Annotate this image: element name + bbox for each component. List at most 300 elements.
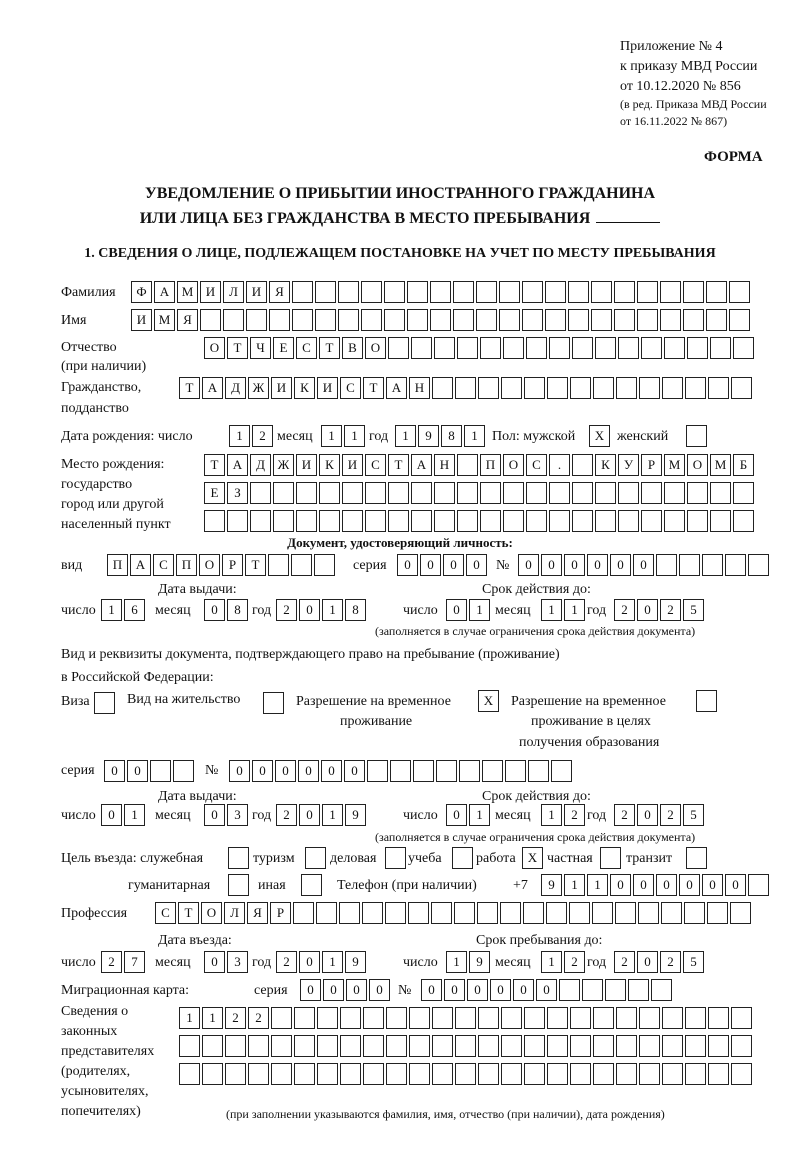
char-cell[interactable] bbox=[547, 377, 568, 399]
char-cell[interactable]: X bbox=[478, 690, 499, 712]
char-cell[interactable] bbox=[250, 510, 271, 532]
char-cell[interactable]: М bbox=[710, 454, 731, 476]
char-cell[interactable]: 6 bbox=[124, 599, 145, 621]
char-cell[interactable] bbox=[706, 309, 727, 331]
entry-day[interactable] bbox=[101, 951, 147, 973]
char-cell[interactable]: Д bbox=[225, 377, 246, 399]
char-cell[interactable]: Л bbox=[223, 281, 244, 303]
char-cell[interactable]: 0 bbox=[490, 979, 511, 1001]
char-cell[interactable]: 2 bbox=[564, 951, 585, 973]
char-cell[interactable] bbox=[411, 482, 432, 504]
char-cell[interactable]: 0 bbox=[299, 599, 320, 621]
purpose-humanitarian-checkbox[interactable] bbox=[228, 874, 251, 896]
char-cell[interactable] bbox=[411, 337, 432, 359]
char-cell[interactable]: А bbox=[411, 454, 432, 476]
char-cell[interactable]: М bbox=[177, 281, 198, 303]
char-cell[interactable]: 2 bbox=[101, 951, 122, 973]
char-cell[interactable] bbox=[503, 482, 524, 504]
char-cell[interactable] bbox=[570, 377, 591, 399]
char-cell[interactable]: 5 bbox=[683, 804, 704, 826]
char-cell[interactable]: 1 bbox=[395, 425, 416, 447]
char-cell[interactable] bbox=[409, 1063, 430, 1085]
id-issue-day[interactable] bbox=[101, 599, 147, 621]
char-cell[interactable]: 9 bbox=[541, 874, 562, 896]
char-cell[interactable]: 2 bbox=[660, 599, 681, 621]
char-cell[interactable] bbox=[316, 902, 337, 924]
char-cell[interactable] bbox=[651, 979, 672, 1001]
reps-field-3[interactable] bbox=[179, 1063, 754, 1085]
char-cell[interactable] bbox=[618, 482, 639, 504]
char-cell[interactable] bbox=[319, 482, 340, 504]
char-cell[interactable] bbox=[500, 902, 521, 924]
char-cell[interactable] bbox=[687, 337, 708, 359]
phone-field[interactable] bbox=[541, 874, 771, 896]
char-cell[interactable]: 1 bbox=[541, 804, 562, 826]
char-cell[interactable]: 1 bbox=[321, 425, 342, 447]
char-cell[interactable]: 0 bbox=[633, 874, 654, 896]
char-cell[interactable]: 0 bbox=[444, 979, 465, 1001]
char-cell[interactable] bbox=[362, 902, 383, 924]
char-cell[interactable]: Т bbox=[388, 454, 409, 476]
char-cell[interactable] bbox=[570, 1035, 591, 1057]
char-cell[interactable]: С bbox=[365, 454, 386, 476]
char-cell[interactable]: 0 bbox=[587, 554, 608, 576]
char-cell[interactable] bbox=[296, 482, 317, 504]
char-cell[interactable]: 0 bbox=[229, 760, 250, 782]
char-cell[interactable] bbox=[407, 309, 428, 331]
char-cell[interactable] bbox=[592, 902, 613, 924]
char-cell[interactable]: 0 bbox=[204, 951, 225, 973]
char-cell[interactable]: 1 bbox=[322, 951, 343, 973]
char-cell[interactable] bbox=[549, 482, 570, 504]
char-cell[interactable] bbox=[505, 760, 526, 782]
char-cell[interactable]: 0 bbox=[610, 874, 631, 896]
char-cell[interactable]: 0 bbox=[300, 979, 321, 1001]
char-cell[interactable] bbox=[407, 281, 428, 303]
id-issue-year[interactable] bbox=[276, 599, 368, 621]
char-cell[interactable]: Н bbox=[434, 454, 455, 476]
char-cell[interactable] bbox=[661, 902, 682, 924]
char-cell[interactable] bbox=[731, 1007, 752, 1029]
char-cell[interactable] bbox=[549, 510, 570, 532]
stay-issue-year[interactable] bbox=[276, 804, 368, 826]
char-cell[interactable] bbox=[729, 309, 750, 331]
char-cell[interactable] bbox=[294, 1007, 315, 1029]
char-cell[interactable] bbox=[476, 281, 497, 303]
char-cell[interactable] bbox=[523, 902, 544, 924]
char-cell[interactable] bbox=[685, 1007, 706, 1029]
char-cell[interactable] bbox=[547, 1063, 568, 1085]
char-cell[interactable]: Ф bbox=[131, 281, 152, 303]
char-cell[interactable]: П bbox=[176, 554, 197, 576]
edu-residence-checkbox[interactable] bbox=[696, 690, 719, 712]
char-cell[interactable] bbox=[638, 902, 659, 924]
char-cell[interactable] bbox=[660, 309, 681, 331]
purpose-tourism-checkbox[interactable] bbox=[305, 847, 328, 869]
char-cell[interactable] bbox=[434, 337, 455, 359]
char-cell[interactable] bbox=[305, 847, 326, 869]
char-cell[interactable] bbox=[452, 847, 473, 869]
char-cell[interactable]: . bbox=[549, 454, 570, 476]
char-cell[interactable]: 1 bbox=[229, 425, 250, 447]
char-cell[interactable] bbox=[551, 760, 572, 782]
char-cell[interactable] bbox=[294, 1063, 315, 1085]
char-cell[interactable]: 0 bbox=[397, 554, 418, 576]
char-cell[interactable] bbox=[687, 482, 708, 504]
char-cell[interactable] bbox=[340, 1007, 361, 1029]
char-cell[interactable] bbox=[499, 281, 520, 303]
char-cell[interactable]: А bbox=[202, 377, 223, 399]
birth-year-field[interactable] bbox=[395, 425, 487, 447]
char-cell[interactable]: 1 bbox=[322, 804, 343, 826]
char-cell[interactable]: 2 bbox=[276, 599, 297, 621]
purpose-work-checkbox[interactable] bbox=[522, 847, 545, 869]
stay-valid-month[interactable] bbox=[541, 804, 587, 826]
char-cell[interactable] bbox=[600, 847, 621, 869]
char-cell[interactable]: 0 bbox=[344, 760, 365, 782]
char-cell[interactable] bbox=[94, 692, 115, 714]
stay-until-year[interactable] bbox=[614, 951, 706, 973]
id-issue-month[interactable] bbox=[204, 599, 250, 621]
char-cell[interactable] bbox=[664, 482, 685, 504]
char-cell[interactable]: Н bbox=[409, 377, 430, 399]
char-cell[interactable]: Б bbox=[733, 454, 754, 476]
char-cell[interactable] bbox=[273, 510, 294, 532]
char-cell[interactable] bbox=[384, 281, 405, 303]
char-cell[interactable] bbox=[593, 377, 614, 399]
char-cell[interactable] bbox=[706, 281, 727, 303]
char-cell[interactable]: 1 bbox=[179, 1007, 200, 1029]
char-cell[interactable]: 0 bbox=[204, 804, 225, 826]
char-cell[interactable] bbox=[662, 1035, 683, 1057]
char-cell[interactable]: 0 bbox=[421, 979, 442, 1001]
char-cell[interactable] bbox=[409, 1035, 430, 1057]
char-cell[interactable]: Т bbox=[204, 454, 225, 476]
char-cell[interactable] bbox=[150, 760, 171, 782]
char-cell[interactable] bbox=[549, 337, 570, 359]
purpose-transit-checkbox[interactable] bbox=[686, 847, 709, 869]
char-cell[interactable]: С bbox=[340, 377, 361, 399]
char-cell[interactable] bbox=[628, 979, 649, 1001]
char-cell[interactable] bbox=[317, 1035, 338, 1057]
char-cell[interactable] bbox=[385, 902, 406, 924]
sex-male-checkbox[interactable] bbox=[589, 425, 612, 447]
profession-field[interactable] bbox=[155, 902, 753, 924]
char-cell[interactable]: 9 bbox=[345, 804, 366, 826]
char-cell[interactable]: 2 bbox=[660, 951, 681, 973]
char-cell[interactable] bbox=[664, 337, 685, 359]
char-cell[interactable]: 2 bbox=[660, 804, 681, 826]
birth-month-field[interactable] bbox=[321, 425, 367, 447]
birthplace-field-1[interactable] bbox=[204, 454, 756, 476]
char-cell[interactable] bbox=[547, 1035, 568, 1057]
char-cell[interactable] bbox=[522, 281, 543, 303]
char-cell[interactable] bbox=[411, 510, 432, 532]
char-cell[interactable]: 2 bbox=[225, 1007, 246, 1029]
char-cell[interactable]: 1 bbox=[101, 599, 122, 621]
char-cell[interactable]: 0 bbox=[446, 599, 467, 621]
char-cell[interactable]: И bbox=[131, 309, 152, 331]
char-cell[interactable] bbox=[593, 1035, 614, 1057]
char-cell[interactable] bbox=[501, 1007, 522, 1029]
stay-number-field[interactable] bbox=[229, 760, 574, 782]
char-cell[interactable] bbox=[228, 847, 249, 869]
char-cell[interactable]: Ч bbox=[250, 337, 271, 359]
char-cell[interactable] bbox=[708, 1007, 729, 1029]
char-cell[interactable]: 0 bbox=[633, 554, 654, 576]
patronymic-field[interactable] bbox=[204, 337, 756, 359]
entry-year[interactable] bbox=[276, 951, 368, 973]
char-cell[interactable]: 0 bbox=[443, 554, 464, 576]
char-cell[interactable] bbox=[702, 554, 723, 576]
char-cell[interactable]: 0 bbox=[101, 804, 122, 826]
birthplace-field-3[interactable] bbox=[204, 510, 756, 532]
char-cell[interactable] bbox=[524, 1035, 545, 1057]
char-cell[interactable] bbox=[480, 510, 501, 532]
char-cell[interactable]: X bbox=[522, 847, 543, 869]
char-cell[interactable] bbox=[710, 337, 731, 359]
char-cell[interactable] bbox=[453, 281, 474, 303]
char-cell[interactable] bbox=[614, 309, 635, 331]
char-cell[interactable] bbox=[618, 337, 639, 359]
char-cell[interactable] bbox=[457, 337, 478, 359]
char-cell[interactable]: 1 bbox=[541, 951, 562, 973]
char-cell[interactable] bbox=[340, 1035, 361, 1057]
char-cell[interactable] bbox=[271, 1063, 292, 1085]
char-cell[interactable] bbox=[413, 760, 434, 782]
char-cell[interactable] bbox=[363, 1007, 384, 1029]
char-cell[interactable]: 0 bbox=[299, 951, 320, 973]
char-cell[interactable] bbox=[317, 1007, 338, 1029]
char-cell[interactable] bbox=[204, 510, 225, 532]
char-cell[interactable] bbox=[386, 1063, 407, 1085]
char-cell[interactable] bbox=[228, 874, 249, 896]
id-valid-month[interactable] bbox=[541, 599, 587, 621]
char-cell[interactable] bbox=[684, 902, 705, 924]
id-number-field[interactable] bbox=[518, 554, 771, 576]
char-cell[interactable] bbox=[639, 377, 660, 399]
char-cell[interactable] bbox=[363, 1035, 384, 1057]
char-cell[interactable] bbox=[365, 510, 386, 532]
char-cell[interactable] bbox=[317, 1063, 338, 1085]
char-cell[interactable] bbox=[570, 1063, 591, 1085]
char-cell[interactable]: П bbox=[480, 454, 501, 476]
char-cell[interactable]: Т bbox=[227, 337, 248, 359]
char-cell[interactable] bbox=[733, 510, 754, 532]
char-cell[interactable] bbox=[179, 1035, 200, 1057]
char-cell[interactable] bbox=[748, 554, 769, 576]
char-cell[interactable]: А bbox=[227, 454, 248, 476]
char-cell[interactable]: 1 bbox=[469, 599, 490, 621]
name-field[interactable] bbox=[131, 309, 752, 331]
char-cell[interactable]: И bbox=[200, 281, 221, 303]
char-cell[interactable] bbox=[457, 510, 478, 532]
char-cell[interactable] bbox=[269, 309, 290, 331]
char-cell[interactable]: Р bbox=[641, 454, 662, 476]
char-cell[interactable] bbox=[731, 377, 752, 399]
char-cell[interactable]: 0 bbox=[252, 760, 273, 782]
char-cell[interactable]: 2 bbox=[564, 804, 585, 826]
char-cell[interactable] bbox=[455, 1035, 476, 1057]
char-cell[interactable]: 0 bbox=[446, 804, 467, 826]
char-cell[interactable]: 0 bbox=[275, 760, 296, 782]
char-cell[interactable]: В bbox=[342, 337, 363, 359]
char-cell[interactable] bbox=[591, 281, 612, 303]
migration-series-field[interactable] bbox=[300, 979, 392, 1001]
char-cell[interactable]: С bbox=[155, 902, 176, 924]
char-cell[interactable]: С bbox=[296, 337, 317, 359]
char-cell[interactable] bbox=[478, 1007, 499, 1029]
char-cell[interactable] bbox=[268, 554, 289, 576]
char-cell[interactable] bbox=[662, 1007, 683, 1029]
char-cell[interactable]: С bbox=[153, 554, 174, 576]
char-cell[interactable] bbox=[595, 482, 616, 504]
char-cell[interactable]: 0 bbox=[104, 760, 125, 782]
char-cell[interactable] bbox=[454, 902, 475, 924]
char-cell[interactable] bbox=[526, 510, 547, 532]
char-cell[interactable] bbox=[616, 1063, 637, 1085]
char-cell[interactable]: И bbox=[317, 377, 338, 399]
char-cell[interactable]: И bbox=[271, 377, 292, 399]
char-cell[interactable] bbox=[708, 377, 729, 399]
char-cell[interactable] bbox=[271, 1035, 292, 1057]
char-cell[interactable] bbox=[430, 309, 451, 331]
char-cell[interactable]: О bbox=[199, 554, 220, 576]
char-cell[interactable] bbox=[301, 874, 322, 896]
char-cell[interactable] bbox=[319, 510, 340, 532]
char-cell[interactable]: О bbox=[204, 337, 225, 359]
char-cell[interactable] bbox=[710, 510, 731, 532]
char-cell[interactable] bbox=[559, 979, 580, 1001]
char-cell[interactable] bbox=[482, 760, 503, 782]
char-cell[interactable] bbox=[477, 902, 498, 924]
char-cell[interactable] bbox=[314, 554, 335, 576]
char-cell[interactable] bbox=[338, 281, 359, 303]
char-cell[interactable] bbox=[524, 1007, 545, 1029]
char-cell[interactable] bbox=[223, 309, 244, 331]
char-cell[interactable]: 1 bbox=[587, 874, 608, 896]
stay-until-day[interactable] bbox=[446, 951, 492, 973]
char-cell[interactable] bbox=[173, 760, 194, 782]
char-cell[interactable]: 9 bbox=[418, 425, 439, 447]
char-cell[interactable]: 5 bbox=[683, 599, 704, 621]
char-cell[interactable] bbox=[340, 1063, 361, 1085]
char-cell[interactable]: А bbox=[130, 554, 151, 576]
char-cell[interactable] bbox=[430, 281, 451, 303]
char-cell[interactable]: 0 bbox=[725, 874, 746, 896]
char-cell[interactable]: Т bbox=[363, 377, 384, 399]
char-cell[interactable] bbox=[526, 482, 547, 504]
birthplace-field-2[interactable] bbox=[204, 482, 756, 504]
char-cell[interactable] bbox=[202, 1063, 223, 1085]
char-cell[interactable] bbox=[361, 309, 382, 331]
char-cell[interactable] bbox=[545, 281, 566, 303]
char-cell[interactable]: 0 bbox=[298, 760, 319, 782]
char-cell[interactable] bbox=[273, 482, 294, 504]
char-cell[interactable]: 0 bbox=[564, 554, 585, 576]
char-cell[interactable]: 0 bbox=[679, 874, 700, 896]
char-cell[interactable]: 0 bbox=[518, 554, 539, 576]
char-cell[interactable]: О bbox=[687, 454, 708, 476]
char-cell[interactable]: 9 bbox=[345, 951, 366, 973]
purpose-other-checkbox[interactable] bbox=[301, 874, 324, 896]
char-cell[interactable]: З bbox=[227, 482, 248, 504]
char-cell[interactable] bbox=[528, 760, 549, 782]
stay-valid-year[interactable] bbox=[614, 804, 706, 826]
char-cell[interactable] bbox=[476, 309, 497, 331]
char-cell[interactable] bbox=[480, 337, 501, 359]
char-cell[interactable] bbox=[200, 309, 221, 331]
char-cell[interactable] bbox=[545, 309, 566, 331]
char-cell[interactable] bbox=[388, 510, 409, 532]
char-cell[interactable]: И bbox=[342, 454, 363, 476]
birth-day-field[interactable] bbox=[229, 425, 275, 447]
char-cell[interactable]: Ж bbox=[248, 377, 269, 399]
char-cell[interactable]: Е bbox=[204, 482, 225, 504]
char-cell[interactable] bbox=[546, 902, 567, 924]
id-valid-year[interactable] bbox=[614, 599, 706, 621]
char-cell[interactable]: 0 bbox=[420, 554, 441, 576]
char-cell[interactable] bbox=[436, 760, 457, 782]
char-cell[interactable] bbox=[499, 309, 520, 331]
char-cell[interactable] bbox=[572, 454, 593, 476]
char-cell[interactable] bbox=[179, 1063, 200, 1085]
char-cell[interactable] bbox=[409, 1007, 430, 1029]
char-cell[interactable]: 0 bbox=[346, 979, 367, 1001]
char-cell[interactable] bbox=[570, 1007, 591, 1029]
stay-series-field[interactable] bbox=[104, 760, 196, 782]
residence-checkbox[interactable] bbox=[263, 692, 286, 714]
char-cell[interactable]: 5 bbox=[683, 951, 704, 973]
char-cell[interactable] bbox=[202, 1035, 223, 1057]
char-cell[interactable]: 0 bbox=[656, 874, 677, 896]
char-cell[interactable] bbox=[225, 1063, 246, 1085]
char-cell[interactable] bbox=[748, 874, 769, 896]
char-cell[interactable] bbox=[595, 337, 616, 359]
char-cell[interactable]: 1 bbox=[446, 951, 467, 973]
char-cell[interactable] bbox=[547, 1007, 568, 1029]
char-cell[interactable] bbox=[388, 482, 409, 504]
char-cell[interactable] bbox=[686, 847, 707, 869]
char-cell[interactable] bbox=[641, 482, 662, 504]
char-cell[interactable] bbox=[361, 281, 382, 303]
char-cell[interactable]: 8 bbox=[345, 599, 366, 621]
char-cell[interactable] bbox=[363, 1063, 384, 1085]
char-cell[interactable] bbox=[568, 281, 589, 303]
char-cell[interactable]: 9 bbox=[469, 951, 490, 973]
char-cell[interactable]: Я bbox=[269, 281, 290, 303]
char-cell[interactable] bbox=[679, 554, 700, 576]
char-cell[interactable] bbox=[524, 1063, 545, 1085]
char-cell[interactable] bbox=[593, 1063, 614, 1085]
char-cell[interactable] bbox=[315, 309, 336, 331]
char-cell[interactable]: Т bbox=[245, 554, 266, 576]
char-cell[interactable]: 2 bbox=[614, 804, 635, 826]
char-cell[interactable] bbox=[432, 1035, 453, 1057]
id-series-field[interactable] bbox=[397, 554, 489, 576]
char-cell[interactable] bbox=[434, 510, 455, 532]
char-cell[interactable] bbox=[641, 337, 662, 359]
char-cell[interactable] bbox=[246, 309, 267, 331]
char-cell[interactable] bbox=[524, 377, 545, 399]
char-cell[interactable]: 3 bbox=[227, 951, 248, 973]
char-cell[interactable] bbox=[568, 309, 589, 331]
char-cell[interactable] bbox=[605, 979, 626, 1001]
char-cell[interactable]: О bbox=[201, 902, 222, 924]
char-cell[interactable] bbox=[664, 510, 685, 532]
char-cell[interactable] bbox=[614, 281, 635, 303]
id-kind-field[interactable] bbox=[107, 554, 337, 576]
